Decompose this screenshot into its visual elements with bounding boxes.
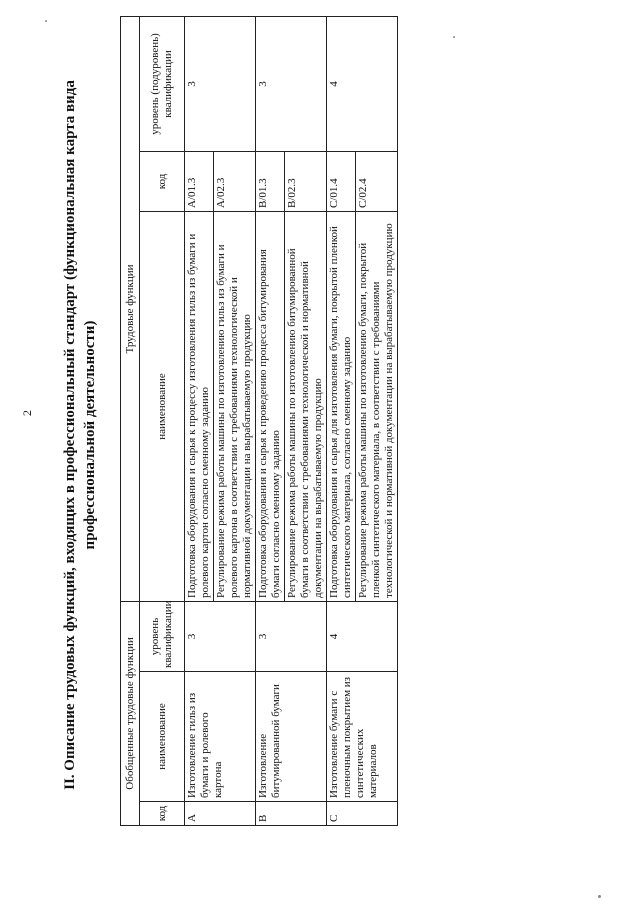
func-code-cell: A/02.3 xyxy=(214,151,256,211)
scan-speck xyxy=(598,895,601,898)
header-row-columns xyxy=(140,16,185,825)
header-gen-level: уровень квалификации xyxy=(140,601,185,671)
gen-name-cell: Изготовление бумаги с пленочным покрытием из синтетических материалов xyxy=(327,672,398,802)
func-code-cell: B/02.3 xyxy=(285,151,327,211)
func-code-cell: A/01.3 xyxy=(185,151,214,211)
header-func-name: наименование xyxy=(140,211,185,601)
header-gen-name: наименование xyxy=(140,672,185,802)
section-title: II. Описание трудовых функций, входящих в профессиональный стандарт (функциональная карта вида профессиональной деятельности) xyxy=(62,80,98,790)
gen-level-cell: 3 xyxy=(256,601,327,671)
func-name-cell: Регулирование режима работы машины по изготовлению битумированной бумаги в соответствии с требованиями технологической и нормативной документации на вырабатываемую продукцию xyxy=(285,211,327,601)
func-name-cell: Подготовка оборудования и сырья для изготовления бумаги, покрытой пленкой синтетического материала, согласно сменному заданию xyxy=(327,211,356,601)
gen-name-cell: Изготовление битумированной бумаги xyxy=(256,672,327,802)
gen-name-cell: Изготовление гильз из бумаги и ролевого картона xyxy=(185,672,256,802)
header-row-groups xyxy=(121,16,140,825)
table-row xyxy=(185,16,214,825)
table-row xyxy=(256,16,285,825)
scan-speck xyxy=(453,36,455,38)
header-labor-functions: Трудовые функции xyxy=(121,16,140,601)
func-name-cell: Регулирование режима работы машины по изготовлению бумаги, покрытой пленкой синтетического материала, в соответствии с требованиями технологической и нормативной документации на вырабатываемую продукцию xyxy=(356,211,398,601)
func-name-cell: Подготовка оборудования и сырья к проведению процесса битумирования бумаги согласно сменному заданию xyxy=(256,211,285,601)
func-code-cell: C/02.4 xyxy=(356,151,398,211)
gen-code-cell: C xyxy=(327,802,398,826)
page-number: 2 xyxy=(20,410,34,416)
func-level-cell: 4 xyxy=(327,16,398,151)
func-code-cell: B/01.3 xyxy=(256,151,285,211)
func-name-cell: Регулирование режима работы машины по изготовлению гильз из бумаги и ролевого картона в соответствии с требованиями технологической и нормативной документации на вырабатываемую продукцию xyxy=(214,211,256,601)
table-row xyxy=(327,16,356,825)
gen-code-cell: A xyxy=(185,802,256,826)
func-code-cell: C/01.4 xyxy=(327,151,356,211)
header-gen-code: код xyxy=(140,802,185,826)
func-level-cell: 3 xyxy=(256,16,327,151)
functional-map-table xyxy=(120,16,398,826)
gen-code-cell: B xyxy=(256,802,327,826)
scan-speck xyxy=(45,20,47,22)
func-level-cell: 3 xyxy=(185,16,256,151)
header-generalized-functions: Обобщенные трудовые функции xyxy=(121,601,140,825)
func-name-cell: Подготовка оборудования и сырья к процессу изготовления гильз из бумаги и ролевого картон согласно сменному заданию xyxy=(185,211,214,601)
gen-level-cell: 4 xyxy=(327,601,398,671)
header-func-sublevel: уровень (подуровень) квалификации xyxy=(140,16,185,151)
gen-level-cell: 3 xyxy=(185,601,256,671)
header-func-code: код xyxy=(140,151,185,211)
